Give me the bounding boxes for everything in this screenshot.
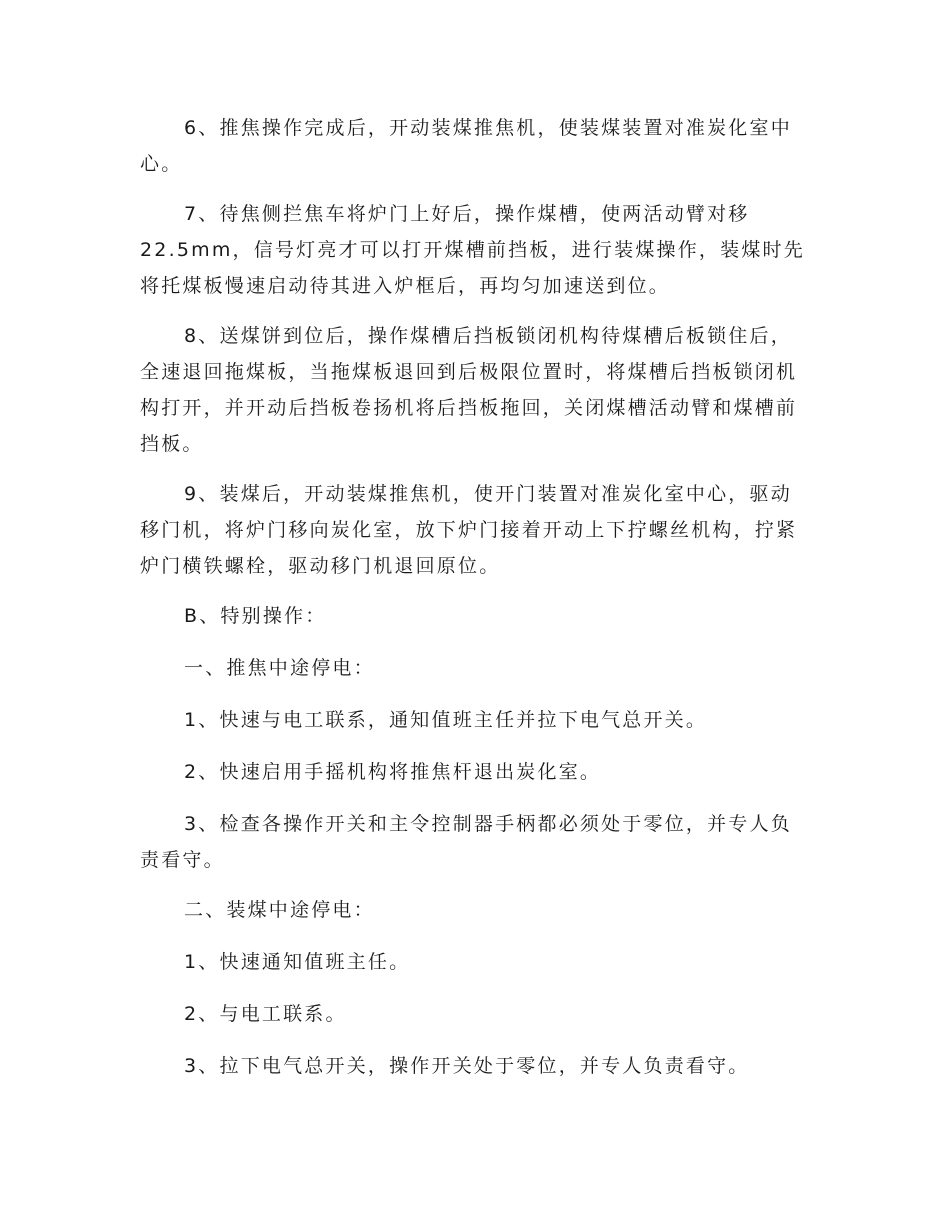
- paragraph-step-6: 6、推焦操作完成后，开动装煤推焦机，使装煤装置对准炭化室中心。: [140, 117, 792, 175]
- subsection-heading-charging-power-outage: 二、装煤中途停电：: [184, 899, 375, 921]
- paragraph-pushing-outage-step-3: 3、检查各操作开关和主令控制器手柄都必须处于零位，并专人负责看守。: [140, 813, 792, 871]
- document-body: [140, 110, 810, 1100]
- paragraph-charging-outage-step-1: 1、快速通知值班主任。: [184, 951, 411, 973]
- subsection-heading-pushing-power-outage: 一、推焦中途停电：: [184, 657, 375, 679]
- paragraph-pushing-outage-step-1: 1、快速与电工联系，通知值班主任并拉下电气总开关。: [184, 709, 708, 731]
- section-heading-special-operations: B、特别操作：: [184, 605, 327, 627]
- paragraph-charging-outage-step-2: 2、与电工联系。: [184, 1003, 347, 1025]
- paragraph-pushing-outage-step-2: 2、快速启用手摇机构将推焦杆退出炭化室。: [184, 761, 602, 783]
- paragraph-step-9: 9、装煤后，开动装煤推焦机，使开门装置对准炭化室中心，驱动移门机，将炉门移向炭化室，放下炉门接着开动上下拧螺丝机构，拧紧炉门横铁螺栓，驱动移门机退回原位。: [140, 483, 798, 577]
- paragraph-step-8: 8、送煤饼到位后，操作煤槽后挡板锁闭机构待煤槽后板锁住后，全速退回拖煤板，当拖煤板退回到后极限位置时，将煤槽后挡板锁闭机构打开，并开动后挡板卷扬机将后挡板拖回，关闭煤槽活动臂和煤槽前挡板。: [140, 325, 798, 455]
- paragraph-charging-outage-step-3: 3、拉下电气总开关，操作开关处于零位，并专人负责看守。: [184, 1055, 750, 1077]
- paragraph-step-7: 7、待焦侧拦焦车将炉门上好后，操作煤槽，使两活动臂对移22.5mm，信号灯亮才可以打开煤槽前挡板，进行装煤操作，装煤时先将托煤板慢速启动待其进入炉框后，再均匀加速送到位。: [140, 203, 805, 297]
